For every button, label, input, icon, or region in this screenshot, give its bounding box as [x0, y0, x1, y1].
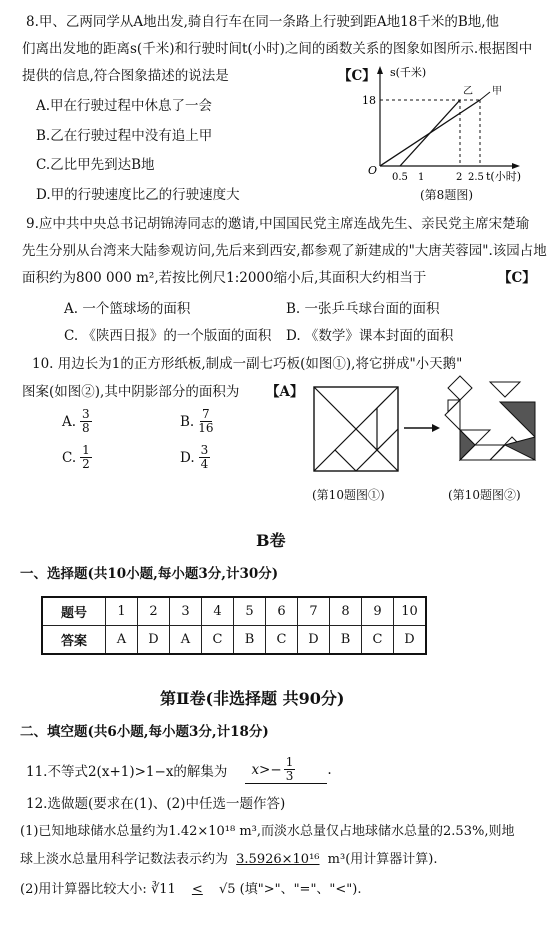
q10-option-a-den: 8: [82, 421, 90, 435]
table-row: [42, 626, 426, 655]
x-tick-1: 1: [418, 172, 425, 182]
table-header-answer: 答案: [42, 626, 106, 655]
q8-line-2: 们离出发地的距离s(千米)和行驶时间t(小时)之间的函数关系的图象如图所示.根据图中: [22, 41, 533, 57]
q11-text: 11.不等式2(x+1)>1−x的解集为: [26, 764, 228, 780]
q9-option-c: C. 《陕西日报》的一个版面的面积: [64, 328, 272, 344]
table-cell: 1: [106, 597, 138, 626]
q9-answer: 【C】: [498, 270, 536, 286]
q10-line-1: 10. 用边长为1的正方形纸板,制成一副七巧板(如图①),将它拼成"小天鹅": [32, 356, 463, 372]
q8-option-a: A.甲在行驶过程中休息了一会: [36, 98, 213, 114]
part2-subtitle: 二、填空题(共6小题,每小题3分,计18分): [20, 724, 269, 740]
q12-text: 12.选做题(要求在(1)、(2)中任选一题作答): [26, 796, 286, 812]
answer-table: [41, 596, 427, 655]
q12-2-right: √5: [218, 882, 236, 897]
table-cell: D: [138, 626, 170, 655]
q8-option-d: D.甲的行驶速度比乙的行驶速度大: [36, 187, 240, 203]
q9-line-1: 9.应中共中央总书记胡锦涛同志的邀请,中国国民党主席连战先生、亲民党主席宋楚瑜: [26, 216, 530, 232]
table-cell: C: [202, 626, 234, 655]
origin-label: O: [368, 164, 378, 177]
q10-answer: 【A】: [266, 384, 304, 400]
q12-1-pre: 球上淡水总量用科学记数法表示约为: [20, 852, 229, 867]
q11: [26, 756, 332, 784]
q10-option-a-num: 3: [82, 407, 90, 421]
y-axis-label: s(千米): [390, 66, 427, 79]
q8-option-c: C.乙比甲先到达B地: [36, 157, 155, 173]
q10-caption-1: (第10题图①): [312, 488, 385, 502]
q8-option-b: B.乙在行驶过程中没有追上甲: [36, 128, 213, 144]
table-cell: 5: [234, 597, 266, 626]
table-cell: A: [106, 626, 138, 655]
x-tick-2.5: 2.5: [468, 172, 484, 182]
table-cell: 2: [138, 597, 170, 626]
q11-frac-num: 1: [285, 755, 294, 769]
q9-option-d: D. 《数学》课本封面的面积: [286, 328, 454, 344]
q10-option-a: [62, 408, 92, 435]
x-tick-2: 2: [456, 172, 463, 182]
x-axis-label: t(小时): [486, 170, 522, 182]
table-cell: 6: [266, 597, 298, 626]
q12-1-answer: 3.5926×10¹⁶: [236, 852, 320, 867]
q11-tail: .: [327, 762, 332, 778]
table-cell: 4: [202, 597, 234, 626]
q8-answer: 【C】: [338, 68, 376, 84]
table-header-number: 题号: [42, 597, 106, 626]
q12-1-post: m³(用计算器计算).: [327, 852, 438, 867]
q12-2: [20, 878, 362, 897]
series-label-yi: 乙: [463, 86, 473, 97]
part2-title: 第Ⅱ卷(非选择题 共90分): [160, 689, 345, 708]
q12-2-answer: <: [191, 882, 203, 897]
q9-option-b: B. 一张乒乓球台面的面积: [286, 301, 440, 317]
q10-option-b-label: B.: [180, 413, 195, 430]
tangram-square-figure: [312, 385, 402, 475]
q12-1-line-2: [20, 848, 437, 867]
q10-line-2: 图案(如图②),其中阴影部分的面积为: [22, 384, 240, 400]
q12-2-left: ∛11: [150, 882, 176, 897]
q8-distance-time-graph: [360, 62, 530, 182]
table-cell: C: [266, 626, 298, 655]
series-line-yi: [400, 100, 460, 166]
arrow-icon: [402, 420, 442, 436]
table-cell: D: [298, 626, 330, 655]
q10-option-b-num: 7: [202, 407, 210, 421]
table-cell: 3: [170, 597, 202, 626]
q11-answer: x>−: [251, 761, 282, 778]
q12-1-line-1: (1)已知地球储水总量约为1.42×10¹⁸ m³,而淡水总量仅占地球储水总量的2.53%,则地: [20, 824, 515, 839]
section-b-part1: 一、选择题(共10小题,每小题3分,计30分): [20, 566, 279, 582]
table-cell: A: [170, 626, 202, 655]
q9-line-3: 面积约为800 000 m²,若按比例尺1:2000缩小后,其面积大约相当于: [22, 270, 427, 286]
q12-2-pre: (2)用计算器比较大小:: [20, 882, 147, 897]
q8-line-3: 提供的信息,符合图象描述的说法是: [22, 68, 229, 84]
table-cell: B: [234, 626, 266, 655]
table-row: [42, 597, 426, 626]
x-tick-0.5: 0.5: [392, 172, 408, 182]
table-cell: C: [362, 626, 394, 655]
q9-option-a: A. 一个篮球场的面积: [64, 301, 191, 317]
section-b-title: B卷: [256, 531, 286, 550]
tangram-swan-figure: [440, 372, 545, 482]
q10-option-b: [180, 408, 214, 435]
q10-option-d-label: D.: [180, 449, 195, 466]
q10-option-d-den: 4: [200, 457, 209, 471]
table-cell: 8: [330, 597, 362, 626]
q10-option-c-num: 1: [82, 443, 90, 457]
q10-caption-2: (第10题图②): [448, 488, 521, 502]
y-tick-18: 18: [362, 94, 376, 107]
q10-option-a-label: A.: [62, 413, 77, 430]
q10-option-c-label: C.: [62, 449, 77, 466]
q9-line-2: 先生分别从台湾来大陆参观访问,先后来到西安,都参观了新建成的"大唐芙蓉园".该园占地: [22, 243, 547, 259]
q10-option-c: [62, 444, 92, 471]
q8-graph-caption: (第8题图): [420, 188, 473, 202]
table-cell: 7: [298, 597, 330, 626]
series-label-jia: 甲: [492, 86, 502, 97]
q10-option-b-den: 16: [198, 421, 214, 435]
q8-line-1: 8.甲、乙两同学从A地出发,骑自行车在同一条路上行驶到距A地18千米的B地,他: [26, 14, 500, 30]
table-cell: 10: [394, 597, 427, 626]
table-cell: D: [394, 626, 427, 655]
q10-option-d-num: 3: [200, 443, 209, 457]
table-cell: 9: [362, 597, 394, 626]
q10-option-d: [180, 444, 210, 471]
q12-2-post: (填">"、"="、"<").: [239, 882, 362, 897]
table-cell: B: [330, 626, 362, 655]
q11-frac-den: 3: [285, 769, 294, 783]
q10-option-c-den: 2: [82, 457, 90, 471]
